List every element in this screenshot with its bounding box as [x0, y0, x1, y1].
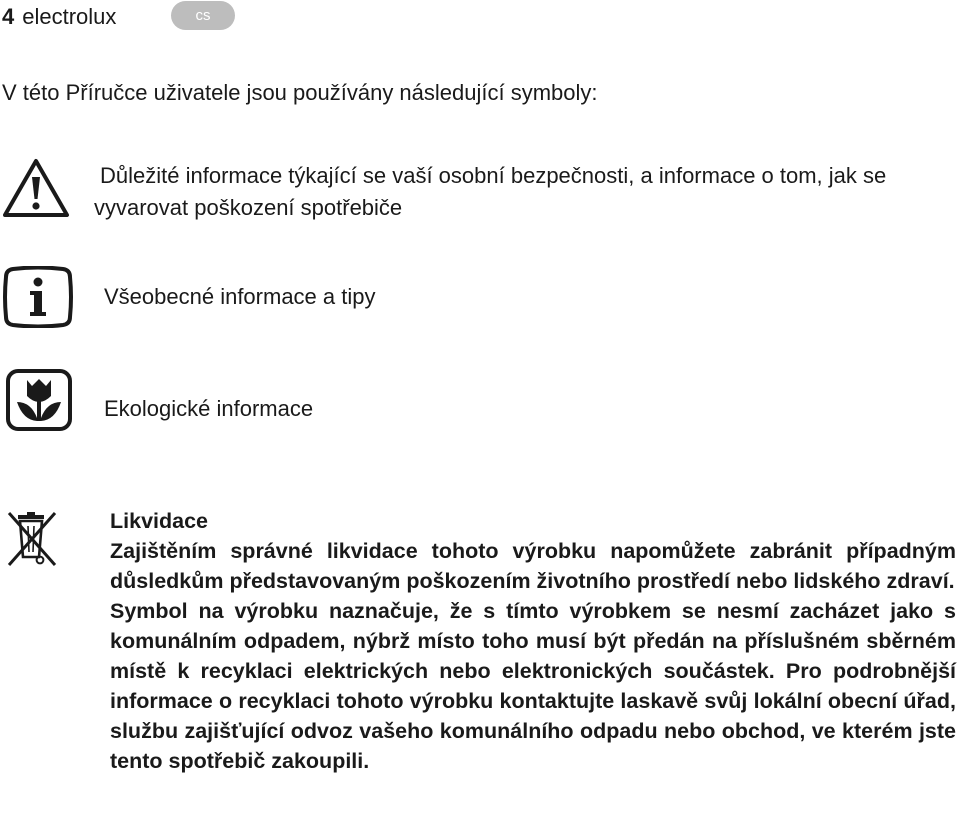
disposal-paragraph-1: Zajištěním správné likvidace tohoto výrobku napomůžete zabránit případným důsledkům představovaným poškozením životního prostředí nebo lidského zdraví. [110, 539, 956, 593]
language-badge: cs [171, 1, 235, 30]
disposal-title: Likvidace [110, 509, 208, 533]
symbol-text-info: Všeobecné informace a tipy [104, 284, 376, 309]
disposal-section [110, 506, 956, 776]
crossed-bin-icon [5, 507, 59, 571]
symbol-text-eco: Ekologické informace [104, 396, 314, 421]
warning-triangle-icon [2, 157, 70, 219]
page-header [2, 2, 116, 32]
eco-flower-icon [5, 368, 73, 432]
page-number: 4 [2, 4, 15, 29]
disposal-paragraph-2: Symbol na výrobku naznačuje, že s tímto výrobkem se nesmí zacházet jako s komunálním odpadem, nýbrž místo toho musí být předán na příslušném sběrném místě k recyklaci elektrických nebo elektronických součástek. Pro podrobnější informace o recyklaci tohoto výrobku kontaktujte laskavě svůj lokální obecní úřad, službu zajišťující odvoz vašeho komunálního odpadu nebo obchod, ve kterém jste tento spotřebič zakoupili. [110, 599, 956, 773]
symbol-text-warning: Důležité informace týkající se vaší osobní bezpečnosti, a informace o tom, jak se vyvarovat poškození spotřebiče [94, 163, 887, 220]
brand-name: electrolux [22, 4, 117, 29]
intro-text: V této Příručce uživatele jsou používány následující symboly: [2, 80, 598, 105]
info-icon [3, 266, 73, 328]
